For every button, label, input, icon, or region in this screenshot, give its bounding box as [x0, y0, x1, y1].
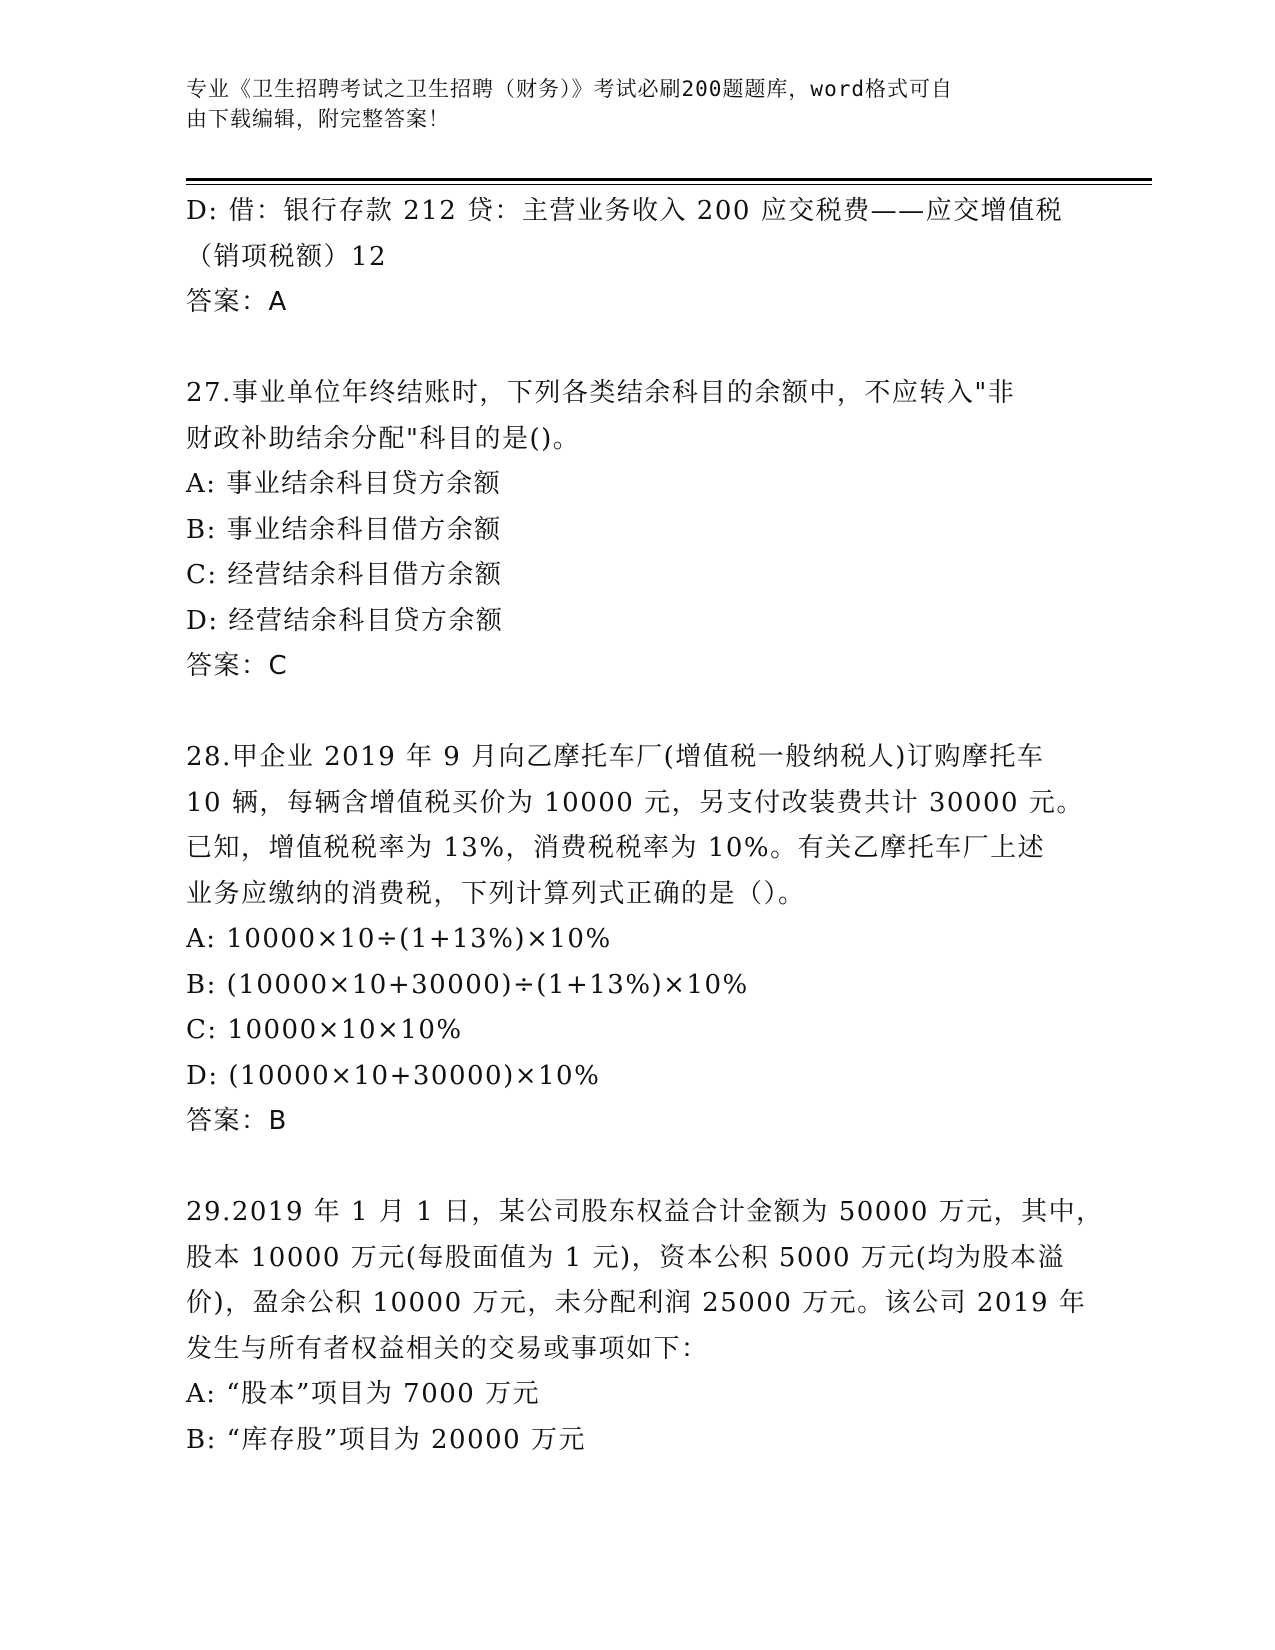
option-c: C: 10000×10×10%: [186, 1015, 463, 1045]
option-b: B: 事业结余科目借方余额: [186, 514, 502, 545]
option-d: D: 借：银行存款 212 贷：主营业务收入 200 应交税费——应交增值税: [186, 196, 1064, 226]
question-stem: 已知，增值税税率为 13%，消费税税率为 10%。有关乙摩托车厂上述: [186, 833, 1046, 863]
question-stem: 价)，盈余公积 10000 万元，未分配利润 25000 万元。该公司 2019 年: [186, 1288, 1087, 1318]
option-a: A: 10000×10÷(1+13%)×10%: [186, 924, 612, 954]
question-stem: 27.事业单位年终结账时，下列各类结余科目的余额中，不应转入"非: [186, 378, 1016, 408]
question-29: [186, 1190, 1104, 1463]
question-stem: 财政补助结余分配"科目的是()。: [186, 423, 581, 454]
question-content: [186, 189, 1104, 1463]
header-rule-thick: [186, 178, 1152, 181]
question-stem: 29.2019 年 1 月 1 日，某公司股东权益合计金额为 50000 万元，其中，: [186, 1197, 1104, 1227]
option-d: D: (10000×10+30000)×10%: [186, 1060, 601, 1091]
option-b: B: (10000×10+30000)÷(1+13%)×10%: [186, 969, 749, 1000]
spacer: [186, 326, 1076, 372]
question-stem: 发生与所有者权益相关的交易或事项如下：: [186, 1333, 709, 1364]
option-c: C: 经营结余科目借方余额: [186, 560, 503, 590]
previous-question-tail: [186, 189, 1076, 326]
question-stem: 28.甲企业 2019 年 9 月向乙摩托车厂(增值税一般纳税人)订购摩托车: [186, 742, 1045, 772]
option-a: A: “股本”项目为 7000 万元: [186, 1379, 541, 1409]
answer-line: 答案：B: [186, 1106, 288, 1136]
header-line-1: 专业《卫生招聘考试之卫生招聘（财务）》考试必刷200题题库，word格式可自: [186, 77, 953, 101]
answer-line: 答案：C: [186, 651, 289, 681]
document-header: [186, 74, 1086, 134]
spacer: [186, 1145, 1076, 1191]
header-rule-thin: [186, 184, 1152, 185]
option-a: A: 事业结余科目贷方余额: [186, 469, 502, 499]
option-b: B: “库存股”项目为 20000 万元: [186, 1424, 586, 1455]
answer-line: 答案：A: [186, 287, 288, 317]
spacer: [186, 690, 1076, 736]
option-d: D: 经营结余科目贷方余额: [186, 605, 504, 636]
question-27: [186, 371, 1076, 690]
option-d-continued: （销项税额）12: [186, 241, 388, 272]
question-28: [186, 735, 1084, 1145]
question-stem: 10 辆，每辆含增值税买价为 10000 元，另支付改装费共计 30000 元。: [186, 787, 1084, 818]
header-line-2: 由下载编辑，附完整答案！: [186, 107, 450, 131]
question-stem: 业务应缴纳的消费税，下列计算列式正确的是（）。: [186, 878, 806, 909]
question-stem: 股本 10000 万元(每股面值为 1 元)，资本公积 5000 万元(均为股本溢: [186, 1242, 1065, 1273]
